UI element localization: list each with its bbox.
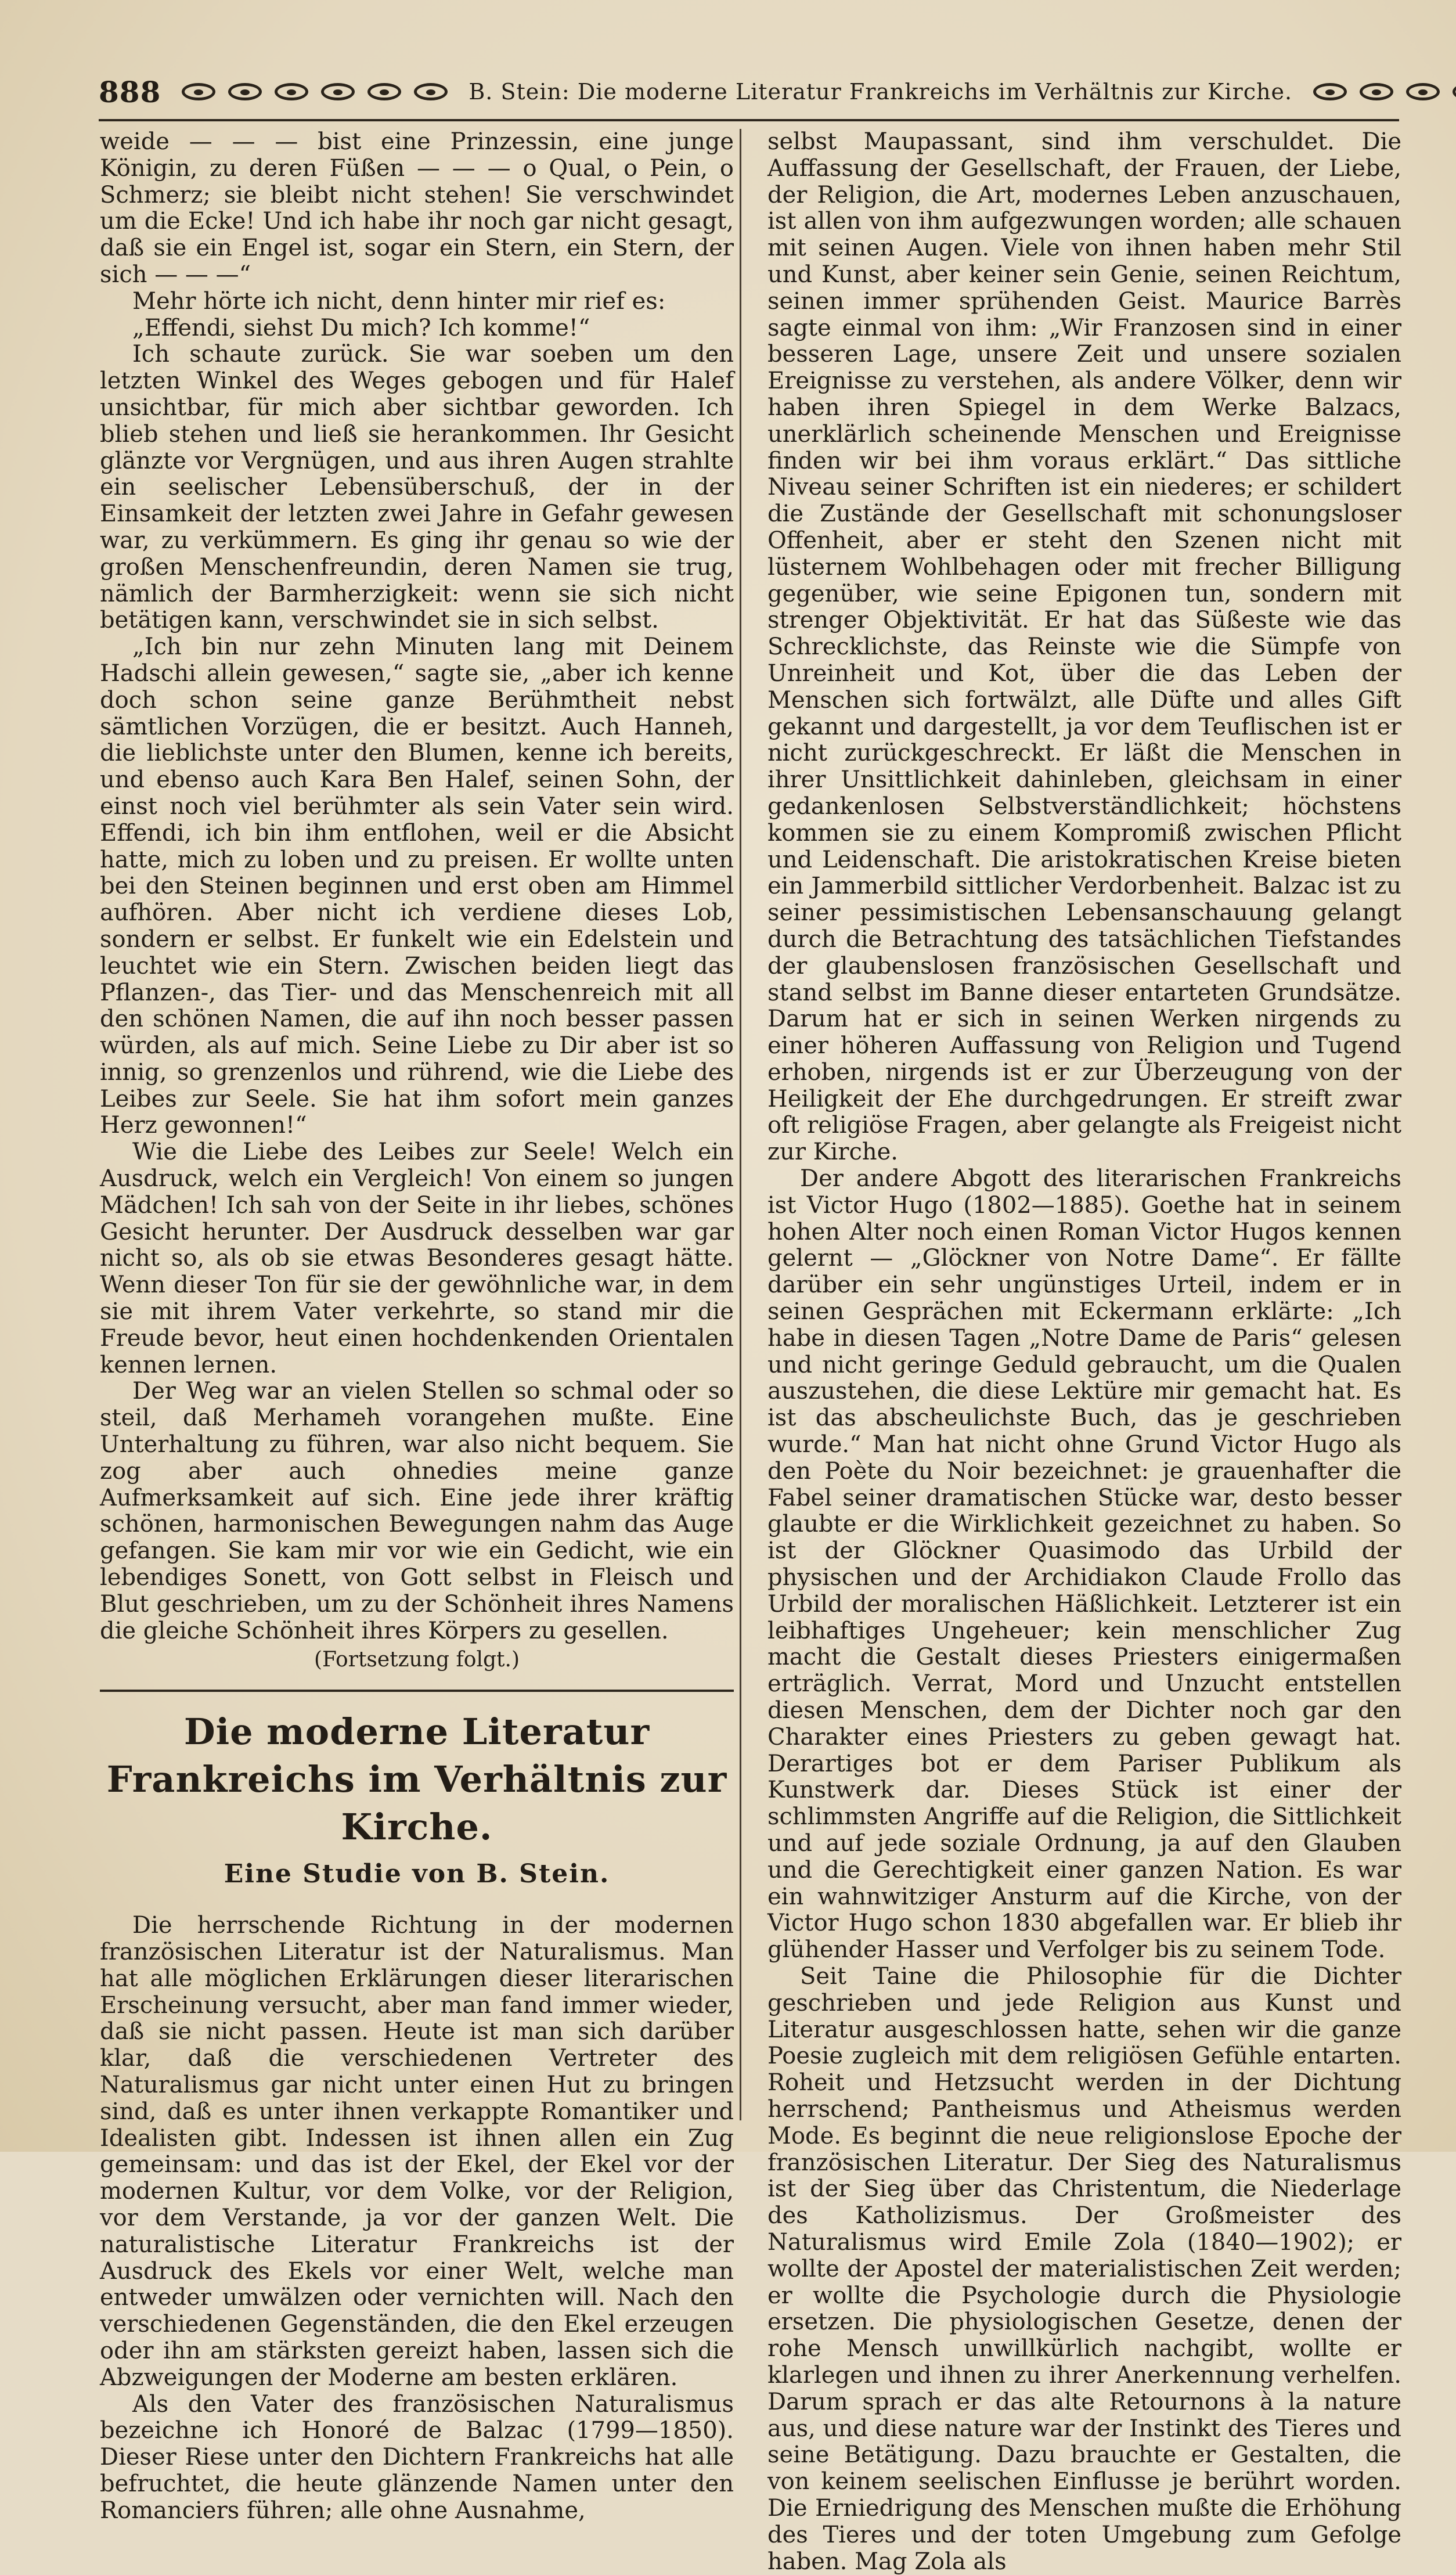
scroll-ornament-icon — [321, 83, 355, 100]
scroll-ornament-icon — [1313, 83, 1347, 100]
story-paragraph: Wie die Liebe des Leibes zur Seele! Welch ein Ausdruck, welch ein Vergleich! Von einem so jungen Mädchen! Ich sah von der Seite in ihr liebes, schönes Gesicht herunter. Der Ausdruck desselben war gar nicht so, als ob sie etwas Besonderes gesagt hätte. Wenn dieser Ton für sie der gewöhnliche war, in dem sie mit ihrem Vater verkehrte, so stand mir die Freude bevor, heut einen hochdenkenden Orientalen kennen lernen. — [100, 1139, 734, 1378]
column-divider — [740, 129, 741, 2120]
story-paragraph: Mehr hörte ich nicht, denn hinter mir rief es: — [132, 287, 666, 315]
story-paragraph: „Ich bin nur zehn Minuten lang mit Deinem Hadschi allein gewesen,“ sagte sie, „aber ich kenne doch schon seine ganze Berühmtheit nebst sämtlichen Vorzügen, die er besitzt. Auch Hanneh, die lieblichste unter den Blumen, kenne ich bereits, und ebenso auch Kara Ben Halef, seinen Sohn, der einst noch viel berühmter als sein Vater sein wird. Effendi, ich bin ihm entflohen, weil er die Absicht hatte, mich zu loben und zu preisen. Er wollte unten bei den Steinen beginnen und erst oben am Himmel aufhören. Aber nicht ich verdiene dieses Lob, sondern er selbst. Er funkelt wie ein Edelstein und leuchtet wie ein Stern. Zwischen beiden liegt das Pflanzen-, das Tier- und das Menschenreich mit all den schönen Namen, die auf ihn noch besser passen würden, als auf mich. Seine Liebe zu Dir aber ist so innig, so grenzenlos und rührend, wie die Liebe des Leibes zur Seele. Sie hat ihm sofort mein ganzes Herz gewonnen!“ — [100, 633, 734, 1139]
article-paragraph: Die herrschende Richtung in der modernen französischen Literatur ist der Naturalismus. Man hat alle möglichen Erklärungen dieser literarischen Erscheinung versucht, aber man fand immer wieder, daß sie nicht passen. Heute ist man sich darüber klar, daß die verschiedenen Vertreter des Naturalismus gar nicht unter einen Hut zu bringen sind, daß es unter ihnen verkappte Romantiker und Idealisten gibt. Indessen ist ihnen allen ein Zug gemeinsam: und das ist der Ekel, der Ekel vor der modernen Kultur, vor dem Volke, vor der Religion, vor dem Verstande, ja vor der ganzen Welt. Die naturalistische Literatur Frankreichs ist der Ausdruck des Ekels vor einer Welt, welche man entweder umwälzen oder vernichten will. Nach den verschiedenen Gegenständen, die den Ekel erzeugen oder ihn am stärksten gereizt haben, lassen sich die Abzweigungen der Moderne am besten erklären. — [100, 1912, 734, 2391]
scroll-ornament-icon — [1360, 83, 1393, 100]
header-ornaments-right — [1313, 83, 1456, 100]
article-paragraph: Seit Taine die Philosophie für die Dichter geschrieben und jede Religion aus Kunst und Literatur ausgeschlossen hatte, sehen wir die ganze Poesie zugleich mit dem religiösen Gefühle entarten. Roheit und Hetzsucht werden in der Dichtung herrschend; Pantheismus und Atheismus werden Mode. Es beginnt die neue religionslose Epoche der französischen Literatur. Der Sieg des Naturalismus ist der Sieg über das Christentum, die Niederlage des Katholizismus. Der Großmeister des Naturalismus wird Emile Zola (1840—1902); er wollte der Apostel der materialistischen Zeit werden; er wollte die Psychologie durch die Physiologie ersetzen. Die physiologischen Gesetze, denen der rohe Mensch unwillkürlich nachgibt, wollte er klarlegen und ihnen zu ihrer Anerkennung verhelfen. Darum sprach er das alte Retournons à la nature aus, und diese nature war der Instinkt des Tieres und seine Betätigung. Dazu brauchte er Gestalten, die von keinem seelischen Einflusse je berührt worden. Die Erniedrigung des Menschen mußte die Erhöhung des Tieres und der toten Umgebung zum Gefolge haben. Mag Zola als — [767, 1962, 1401, 2575]
article-paragraph: Als den Vater des französischen Naturalismus bezeichne ich Honoré de Balzac (1799—1850). Dieser Riese unter den Dichtern Frankreichs hat alle befruchtet, die heute glänzende Namen unter den Romanciers führen; alle ohne Ausnahme, — [100, 2390, 734, 2524]
scroll-ornament-icon — [275, 83, 308, 100]
page-header — [99, 69, 1399, 115]
scroll-ornament-icon — [182, 83, 215, 100]
article-title: Die moderne Literatur Frankreichs im Verhältnis zur Kirche. — [106, 1710, 727, 1849]
scroll-ornament-icon — [1406, 83, 1440, 100]
scroll-ornament-icon — [1453, 83, 1456, 100]
header-rule — [99, 119, 1399, 121]
article-paragraph: selbst Maupassant, sind ihm verschuldet. Die Auffassung der Gesellschaft, der Frauen, der Liebe, der Religion, die Art, modernes Leben anzuschauen, ist allen von ihm aufgezwungen worden; alle schauen mit seinen Augen. Viele von ihnen haben mehr Stil und Kunst, aber keiner sein Genie, seinen Reichtum, seinen immer sprühenden Geist. Maurice Barrès sagte einmal von ihm: „Wir Franzosen sind in einer besseren Lage, unsere Zeit und unsere sozialen Ereignisse zu verstehen, als andere Völker, denn wir haben ihren Spiegel in dem Werke Balzacs, unerklärlich scheinende Menschen und Ereignisse finden wir bei ihm voraus erklärt.“ Das sittliche Niveau seiner Schriften ist ein niederes; er schildert die Zustände der Gesellschaft mit schonungsloser Offenheit, aber er steht den Szenen nicht mit lüsternem Wohlbehagen oder mit frecher Billigung gegenüber, wie seine Epigonen tun, sondern mit strenger Objektivität. Er hat das Süßeste wie das Schrecklichste, das Reinste wie die Sümpfe von Unreinheit und Kot, über die das Leben der Menschen sich fortwälzt, alle Düfte und alles Gift gekannt und dargestellt, ja vor dem Teuflischen ist er nicht zurückgeschreckt. Er läßt die Menschen in ihrer Unsittlichkeit dahinleben, gleichsam in einer gedankenlosen Selbstverständlichkeit; höchstens kommen sie zu einem Kompromiß zwischen Pflicht und Leidenschaft. Die aristokratischen Kreise bieten ein Jammerbild sittlicher Verdorbenheit. Balzac ist zu seiner pessimistischen Lebensanschauung gelangt durch die Betrachtung des tatsächlichen Tiefstandes der glaubenslosen französischen Gesellschaft und stand selbst im Banne dieser entarteten Grundsätze. Darum hat er sich in seinen Werken nirgends zu einer höheren Auffassung von Religion und Tugend erhoben, nirgends ist er zur Überzeugung von der Heiligkeit der Ehe durchgedrungen. Er streift zwar oft religiöse Fragen, aber gelangte als Freigeist nicht zur Kirche. — [767, 128, 1401, 1166]
page-number: 888 — [99, 74, 161, 109]
story-paragraph: „Effendi, siehst Du mich? Ich komme!“ — [132, 314, 590, 341]
story-paragraph: Ich schaute zurück. Sie war soeben um den letzten Winkel des Weges gebogen und für Halef unsichtbar, für mich aber sichtbar geworden. Ich blieb stehen und ließ sie herankommen. Ihr Gesicht glänzte vor Vergnügen, und aus ihren Augen strahlte ein seelischer Lebensüberschuß, der in der Einsamkeit der letzten zwei Jahre in Gefahr gewesen war, zu verkümmern. Es ging ihr genau so wie der großen Menschenfreundin, deren Namen sie trug, nämlich der Barmherzigkeit: wenn sie sich nicht betätigen kann, verschwindet sie in sich selbst. — [100, 341, 734, 634]
article-byline: Eine Studie von B. Stein. — [224, 1859, 610, 1889]
section-divider — [100, 1690, 734, 1692]
article-paragraph: Der andere Abgott des literarischen Frankreichs ist Victor Hugo (1802—1885). Goethe hat in seinem hohen Alter noch einen Roman Victor Hugos kennen gelernt — „Glöckner von Notre Dame“. Er fällte darüber ein sehr ungünstiges Urteil, indem er in seinen Gesprächen mit Eckermann erklärte: „Ich habe in diesen Tagen „Notre Dame de Paris“ gelesen und nicht geringe Geduld gebraucht, um die Qualen auszustehen, die diese Lektüre mir gemacht hat. Es ist das abscheulichste Buch, das je geschrieben wurde.“ Man hat nicht ohne Grund Victor Hugo als den Poète du Noir bezeichnet: je grauenhafter die Fabel seiner dramatischen Stücke war, desto besser glaubte er die Wirklichkeit gezeichnet zu haben. So ist der Glöckner Quasimodo das Urbild der physischen und der Archidiakon Claude Frollo das Urbild der moralischen Häßlichkeit. Letzterer ist ein leibhaftiges Ungeheuer; kein menschlicher Zug macht die Gestalt dieses Priesters einigermaßen erträglich. Verrat, Mord und Unzucht entstellen diesen Menschen, dem der Dichter noch gar den Charakter eines Priesters zu geben gewagt hat. Derartiges bot er dem Pariser Publikum als Kunstwerk dar. Dieses Stück ist einer der schlimmsten Angriffe auf die Religion, die Sittlichkeit und auf jede soziale Ordnung, ja auf den Glauben und die Gerechtigkeit einer ganzen Nation. Es war ein wahnwitziger Ansturm auf die Kirche, von der Victor Hugo schon 1830 abgefallen war. Er blieb ihr glühender Hasser und Verfolger bis zu seinem Tode. — [767, 1165, 1401, 1964]
running-title: B. Stein: Die moderne Literatur Frankreichs im Verhältnis zur Kirche. — [468, 79, 1293, 105]
story-paragraph: weide — — — bist eine Prinzessin, eine junge Königin, zu deren Füßen — — — o Qual, o Pein, o Schmerz; sie bleibt nicht stehen! Sie verschwindet um die Ecke! Und ich habe ihr noch gar nicht gesagt, daß sie ein Engel ist, sogar ein Stern, ein Stern, der sich — — —“ — [100, 128, 734, 288]
left-column — [100, 129, 734, 2524]
story-paragraph: Der Weg war an vielen Stellen so schmal oder so steil, daß Merhameh vorangehen mußte. Eine Unterhaltung zu führen, war also nicht bequem. Sie zog aber auch ohnedies meine ganze Aufmerksamkeit auf sich. Eine jede ihrer kräftig schönen, harmonischen Bewegungen nahm das Auge gefangen. Sie kam mir vor wie ein Gedicht, wie ein lebendiges Sonett, von Gott selbst in Fleisch und Blut geschrieben, um zu der Schönheit ihres Namens die gleiche Schönheit ihres Körpers zu gesellen. — [100, 1378, 734, 1644]
scroll-ornament-icon — [367, 83, 401, 100]
right-column — [767, 129, 1401, 2575]
scroll-ornament-icon — [414, 83, 448, 100]
header-ornaments-left — [182, 83, 448, 100]
continuation-note: (Fortsetzung folgt.) — [314, 1648, 520, 1672]
scroll-ornament-icon — [228, 83, 262, 100]
